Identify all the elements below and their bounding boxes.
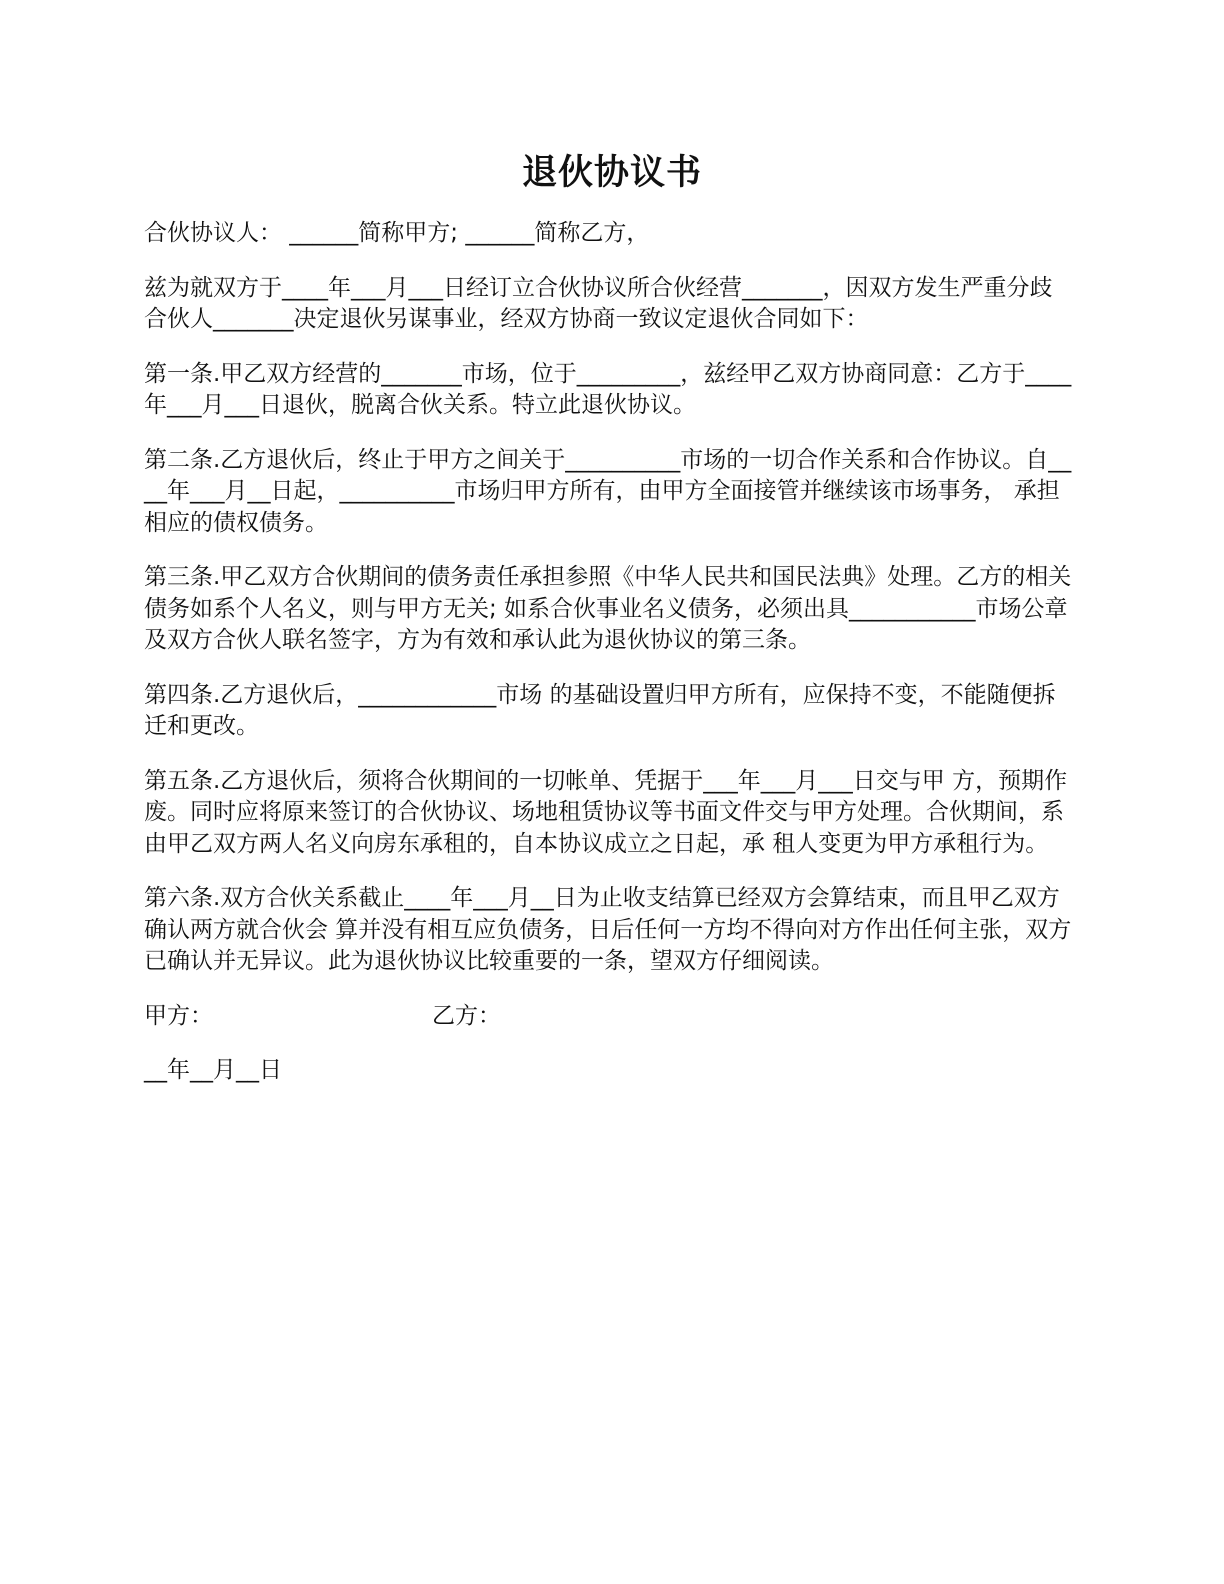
signature-row (144, 1001, 1074, 1033)
document-title: 退伙协议书 (521, 153, 702, 193)
paragraph-article-6: 第六条.双方合伙关系截止____年___月__日为止收支结算已经双方会算结束，而且甲乙双方确认两方就合伙会 算并没有相互应负债务，日后任何一方均不得向对方作出任何主张，双方已确认并无异议。此为退伙协议比较重要的一条，望双方仔细阅读。 (144, 885, 1072, 974)
document-body (144, 218, 1074, 1087)
paragraph-preamble: 兹为就双方于____年___月___日经订立合伙协议所合伙经营_______，因双方发生严重分歧合伙人_______决定退伙另谋事业，经双方协商一致议定退伙合同如下： (144, 274, 1053, 332)
paragraph-article-2: 第二条.乙方退伙后，终止于甲方之间关于__________市场的一切合作关系和合作协议。自____年___月__日起，__________市场归甲方所有，由甲方全面接管并继续该市场事务， 承担相应的债权债务。 (144, 446, 1072, 536)
paragraph-article-1: 第一条.甲乙双方经营的_______市场，位于_________，兹经甲乙双方协商同意：乙方于____年___月___日退伙，脱离合伙关系。特立此退伙协议。 (144, 360, 1072, 418)
paragraph-article-3: 第三条.甲乙双方合伙期间的债务责任承担参照《中华人民共和国民法典》处理。乙方的相关债务如系个人名义，则与甲方无关; 如系合伙事业名义债务，必须出具___________市场公章及双方合伙人联名签字，方为有效和承认此为退伙协议的第三条。 (144, 564, 1072, 653)
signature-party-b: 乙方： (432, 1002, 501, 1029)
paragraph-article-4: 第四条.乙方退伙后，____________市场 的基础设置归甲方所有，应保持不变，不能随便拆迁和更改。 (144, 681, 1056, 739)
paragraph-parties: 合伙协议人： ______简称甲方; ______简称乙方， (144, 220, 650, 246)
signature-date: __年__月__日 (144, 1057, 282, 1083)
signature-party-a: 甲方： (144, 1002, 213, 1029)
paragraph-article-5: 第五条.乙方退伙后，须将合伙期间的一切帐单、凭据于___年___月___日交与甲 方，预期作废。同时应将原来签订的合伙协议、场地租赁协议等书面文件交与甲方处理。合伙期间，系由甲乙双方两人名义向房东承租的，自本协议成立之日起，承 租人变更为甲方承租行为。 (144, 767, 1068, 857)
